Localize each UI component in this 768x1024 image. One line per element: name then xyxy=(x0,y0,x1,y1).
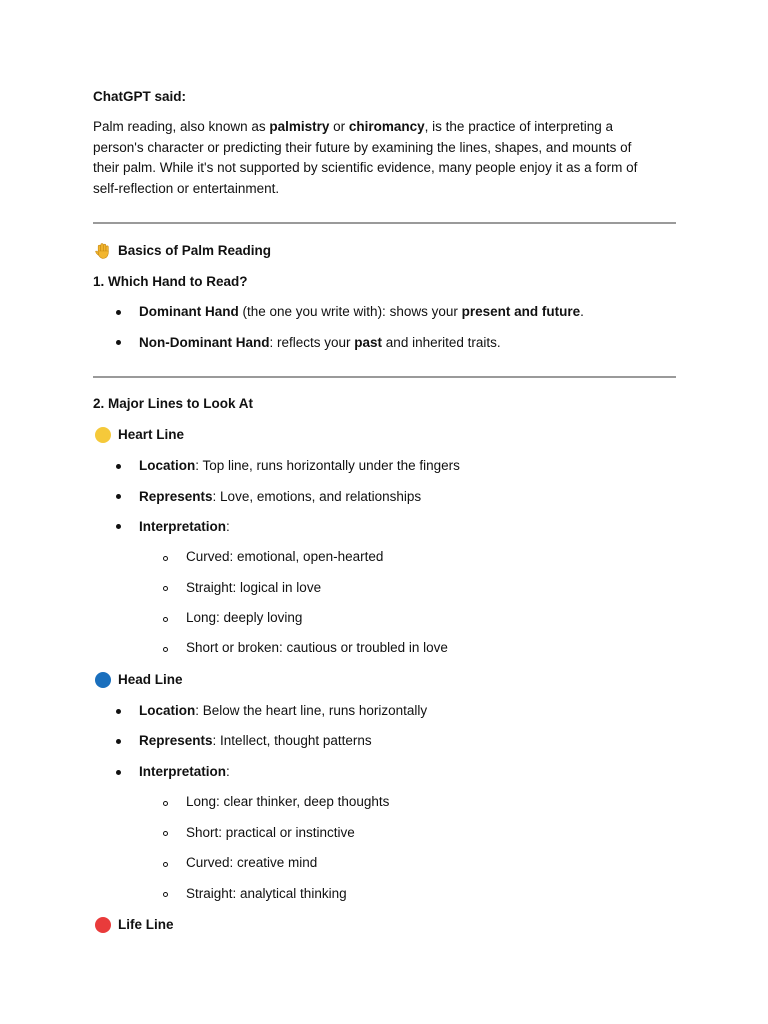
non-dominant-hand-text: : reflects your xyxy=(269,335,355,350)
location-label: Location xyxy=(139,703,196,718)
dominant-hand-text: . xyxy=(580,304,584,319)
bullet-dot xyxy=(116,709,121,714)
heart-interpretation-subitem: Straight: logical in love xyxy=(186,580,322,595)
intro-line-2: person's character or predicting their future by examining the lines, shapes, and mounts of xyxy=(93,140,632,155)
circle-bullet xyxy=(163,556,168,561)
intro-text: , is the practice of interpreting a xyxy=(424,119,614,134)
location-text: : Below the heart line, runs horizontally xyxy=(195,703,428,718)
circle-bullet xyxy=(163,647,168,652)
intro-line-4: self-reflection or entertainment. xyxy=(93,181,280,196)
non-dominant-hand-emphasis: past xyxy=(354,335,383,350)
interpretation-label: Interpretation xyxy=(139,519,227,534)
intro-line-1 xyxy=(93,117,613,137)
which-hand-heading: 1. Which Hand to Read? xyxy=(93,274,248,289)
non-dominant-hand-item xyxy=(139,333,501,353)
represents-label: Represents xyxy=(139,489,213,504)
circle-bullet xyxy=(163,831,168,836)
head-interpretation-item xyxy=(139,762,230,782)
intro-text: Palm reading, also known as xyxy=(93,119,270,134)
represents-text: : Intellect, thought patterns xyxy=(212,733,372,748)
circle-bullet xyxy=(163,801,168,806)
bullet-dot xyxy=(116,739,121,744)
circle-bullet xyxy=(163,862,168,867)
intro-line-3: their palm. While it's not supported by scientific evidence, many people enjoy it as a form of xyxy=(93,160,638,175)
major-lines-heading: 2. Major Lines to Look At xyxy=(93,396,254,411)
heart-interpretation-subitem: Short or broken: cautious or troubled in love xyxy=(186,640,448,655)
interpretation-text: : xyxy=(226,519,230,534)
intro-chiromancy: chiromancy xyxy=(348,119,425,134)
heart-interpretation-item xyxy=(139,517,230,537)
heart-represents-item xyxy=(139,487,421,507)
red-circle-icon xyxy=(95,917,111,933)
heart-location-item xyxy=(139,456,460,476)
head-interpretation-subitem: Short: practical or instinctive xyxy=(186,825,355,840)
horizontal-rule xyxy=(93,222,676,224)
blue-circle-icon xyxy=(95,672,111,688)
location-text: : Top line, runs horizontally under the fingers xyxy=(195,458,460,473)
location-label: Location xyxy=(139,458,196,473)
dominant-hand-emphasis: present and future xyxy=(461,304,581,319)
circle-bullet xyxy=(163,617,168,622)
bullet-dot xyxy=(116,340,121,345)
intro-text: or xyxy=(329,119,349,134)
interpretation-text: : xyxy=(226,764,230,779)
life-line-title: Life Line xyxy=(118,917,174,932)
head-represents-item xyxy=(139,731,372,751)
bullet-dot xyxy=(116,310,121,315)
circle-bullet xyxy=(163,586,168,591)
head-interpretation-subitem: Long: clear thinker, deep thoughts xyxy=(186,794,390,809)
chatgpt-said-label: ChatGPT said: xyxy=(93,89,187,104)
non-dominant-hand-text: and inherited traits. xyxy=(382,335,501,350)
bullet-dot xyxy=(116,464,121,469)
heart-line-title: Heart Line xyxy=(118,427,185,442)
raised-hand-icon xyxy=(94,242,112,260)
yellow-circle-icon xyxy=(95,427,111,443)
represents-text: : Love, emotions, and relationships xyxy=(212,489,422,504)
head-line-title: Head Line xyxy=(118,672,183,687)
circle-bullet xyxy=(163,892,168,897)
dominant-hand-label: Dominant Hand xyxy=(139,304,239,319)
heart-interpretation-subitem: Long: deeply loving xyxy=(186,610,303,625)
basics-title: Basics of Palm Reading xyxy=(118,243,272,258)
dominant-hand-item xyxy=(139,302,584,322)
head-interpretation-subitem: Curved: creative mind xyxy=(186,855,318,870)
dominant-hand-text: (the one you write with): shows your xyxy=(238,304,462,319)
head-location-item xyxy=(139,701,427,721)
bullet-dot xyxy=(116,770,121,775)
interpretation-label: Interpretation xyxy=(139,764,227,779)
head-interpretation-subitem: Straight: analytical thinking xyxy=(186,886,347,901)
heart-interpretation-subitem: Curved: emotional, open-hearted xyxy=(186,549,384,564)
bullet-dot xyxy=(116,494,121,499)
horizontal-rule xyxy=(93,376,676,378)
non-dominant-hand-label: Non-Dominant Hand xyxy=(139,335,270,350)
represents-label: Represents xyxy=(139,733,213,748)
intro-palmistry: palmistry xyxy=(269,119,330,134)
bullet-dot xyxy=(116,524,121,529)
